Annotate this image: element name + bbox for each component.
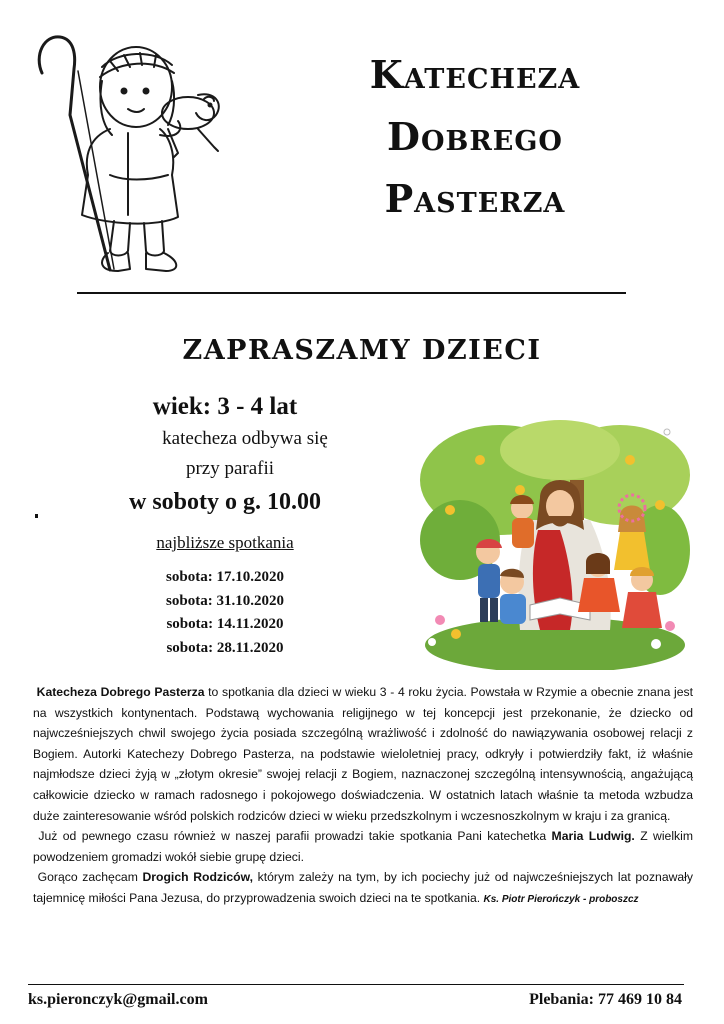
date-item: sobota: 28.11.2020: [166, 639, 284, 656]
title-line-2: Dobrego: [387, 114, 563, 159]
stray-dot: [35, 514, 38, 518]
body-text: [33, 682, 693, 911]
date-item: sobota: 14.11.2020: [166, 616, 284, 632]
body-p1-text: to spotkania dla dzieci w wieku 3 - 4 roku życia. Powstała w Rzymie a obecnie znana jest na wszystkich kontynentach. Podstawą wychowania religijnego w tej koncepcji jest przekonanie, że dziecko od najwcześniejszych chwil swojego życia posiada szczególną wrażliwość i zdolność do nawiązywania osobowej relacji z Bogiem. Autorki Katechezy Dobrego Pasterza, na podstawie wieloletniej pracy, odkryły i potwierdziły fakt, iż właśnie najmłodsze dzieci żyją w „złotym okresie” swojej relacji z Bogiem, naznaczonej szczególną intensywnością, angażującą całkowicie dziecko w ramach radosnego i pokojowego doświadczenia. W ostatnich latach właśnie ta metoda wzbudza duże zainteresowanie wśród polskich rodziców dzieci w wieku przedszkolnym i wczesnoszkolnym w kraju i za granicą.: [33, 685, 693, 823]
top-divider: [77, 292, 626, 294]
body-paragraph-3: [33, 867, 693, 910]
jesus-with-children-illustration: [420, 420, 690, 670]
footer-email: ks.pieronczyk@gmail.com: [28, 991, 208, 1008]
title-line-3: Pasterza: [384, 176, 566, 221]
meetings-label: najbliższe spotkania: [156, 533, 294, 552]
body-paragraph-1: [33, 682, 693, 826]
date-item: sobota: 17.10.2020: [166, 569, 284, 585]
body-p3-rest: którym zależy na tym, by ich pociechy już od najwcześniejszych lat poznawały tajemnicę miłości Pana Jezusa, do przyprowadzenia swoich dzieci na te spotkania.: [33, 870, 693, 905]
main-heading: ZAPRASZAMY DZIECI: [182, 335, 542, 366]
info-line-1: katecheza odbywa się: [162, 428, 328, 449]
title-line-1: Katecheza: [369, 52, 581, 97]
info-line-2: przy parafii: [185, 458, 275, 479]
age-info: wiek: 3 - 4 lat: [152, 393, 298, 420]
body-p2-bold: Maria Ludwig.: [551, 829, 635, 844]
body-p3-text: Gorąco zachęcam: [37, 870, 143, 885]
body-p2-text: Już od pewnego czasu również w naszej parafii prowadzi takie spotkania Pani katechetka: [38, 829, 552, 844]
date-item: sobota: 31.10.2020: [166, 592, 284, 609]
body-p2-rest: Z wielkim powodzeniem gromadzi wokół siebie grupę dzieci.: [33, 829, 693, 864]
body-paragraph-2: [33, 826, 693, 867]
meeting-time: w soboty o g. 10.00: [128, 489, 321, 515]
body-p3-bold: Drogich Rodziców,: [142, 870, 254, 885]
signature: Ks. Piotr Pierończyk - proboszcz: [483, 893, 639, 905]
dates-list: [70, 566, 380, 660]
footer-divider: [28, 984, 684, 985]
footer-phone: Plebania: 77 469 10 84: [529, 991, 682, 1008]
body-p1-bold: Katecheza Dobrego Pasterza: [36, 685, 205, 699]
shepherd-boy-illustration: [28, 25, 228, 287]
